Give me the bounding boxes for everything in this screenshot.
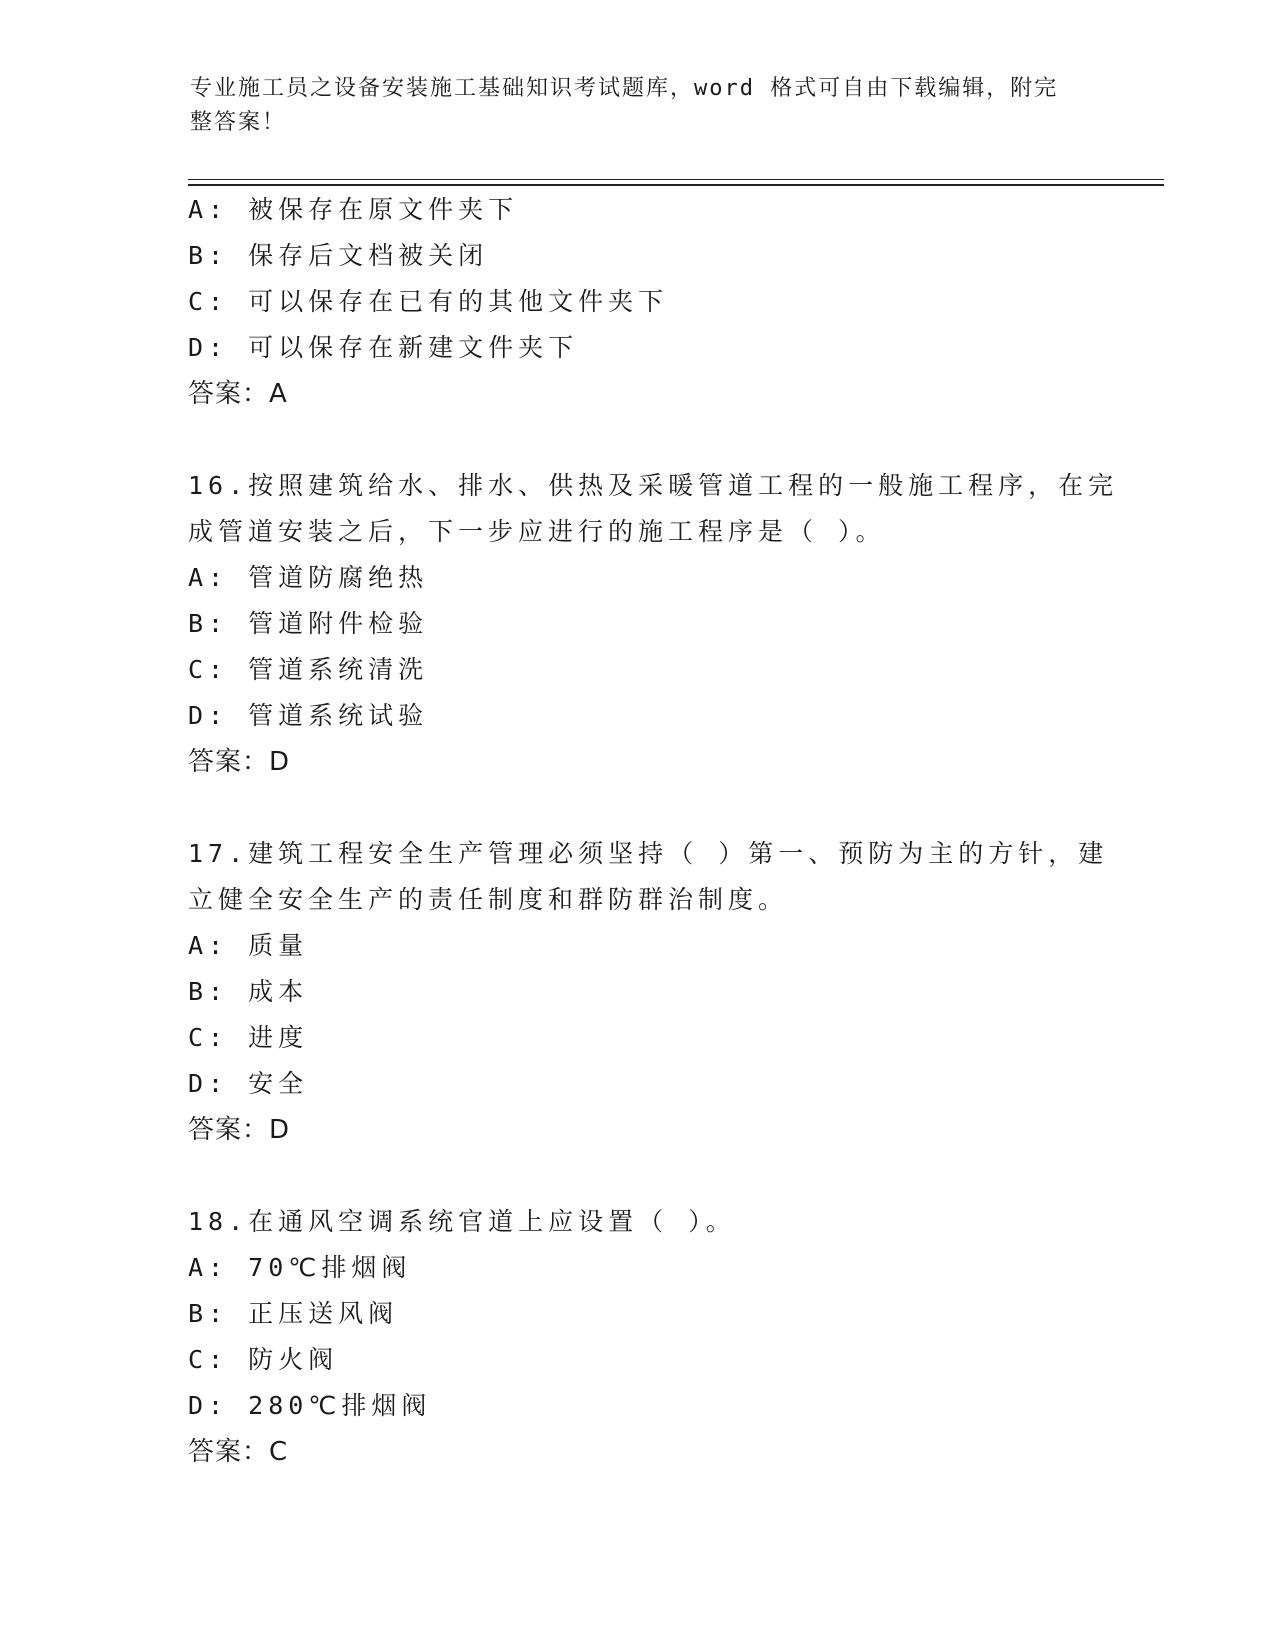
question-16 xyxy=(188,463,1119,785)
option-b: B: 成本 xyxy=(188,977,309,1006)
option-c: C: 管道系统清洗 xyxy=(188,655,429,684)
option-a: A: 管道防腐绝热 xyxy=(188,563,429,592)
option-b: B: 管道附件检验 xyxy=(188,609,429,638)
header-line-1: 专业施工员之设备安装施工基础知识考试题库，word 格式可自由下载编辑，附完 xyxy=(190,76,1059,101)
option-a: A: 被保存在原文件夹下 xyxy=(188,195,519,224)
spacer xyxy=(188,417,1088,463)
question-17 xyxy=(188,831,1109,1153)
option-c: C: 防火阀 xyxy=(188,1345,339,1374)
option-a: A: 质量 xyxy=(188,931,309,960)
question-list xyxy=(188,187,1119,1475)
header-divider-thin xyxy=(188,179,1164,180)
option-c: C: 可以保存在已有的其他文件夹下 xyxy=(188,287,669,316)
answer-line: 答案：A xyxy=(188,379,288,409)
question-stem: 18.在通风空调系统官道上应设置（ ）。 xyxy=(188,1207,736,1236)
spacer xyxy=(188,785,1088,831)
option-d: D: 安全 xyxy=(188,1069,309,1098)
option-d: D: 可以保存在新建文件夹下 xyxy=(188,333,579,362)
question-stem: 17.建筑工程安全生产管理必须坚持（ ）第一、预防为主的方针，建 xyxy=(188,839,1109,868)
question-15 xyxy=(188,187,1088,417)
option-c: C: 进度 xyxy=(188,1023,309,1052)
header-line-2: 整答案！ xyxy=(190,110,287,135)
option-b: B: 正压送风阀 xyxy=(188,1299,399,1328)
answer-line: 答案：C xyxy=(188,1437,289,1467)
document-header xyxy=(190,72,1090,140)
question-stem-continued: 立健全安全生产的责任制度和群防群治制度。 xyxy=(188,885,789,914)
spacer xyxy=(188,1153,1088,1199)
header-divider-thick xyxy=(188,184,1164,186)
answer-line: 答案：D xyxy=(188,747,291,777)
option-a: A: 70℃排烟阀 xyxy=(188,1253,412,1282)
option-b: B: 保存后文档被关闭 xyxy=(188,241,489,270)
option-d: D: 管道系统试验 xyxy=(188,701,429,730)
question-stem: 16.按照建筑给水、排水、供热及采暖管道工程的一般施工程序，在完 xyxy=(188,471,1119,500)
answer-line: 答案：D xyxy=(188,1115,291,1145)
option-d: D: 280℃排烟阀 xyxy=(188,1391,432,1420)
question-18 xyxy=(188,1199,1088,1475)
question-stem-continued: 成管道安装之后，下一步应进行的施工程序是（ ）。 xyxy=(188,517,886,546)
